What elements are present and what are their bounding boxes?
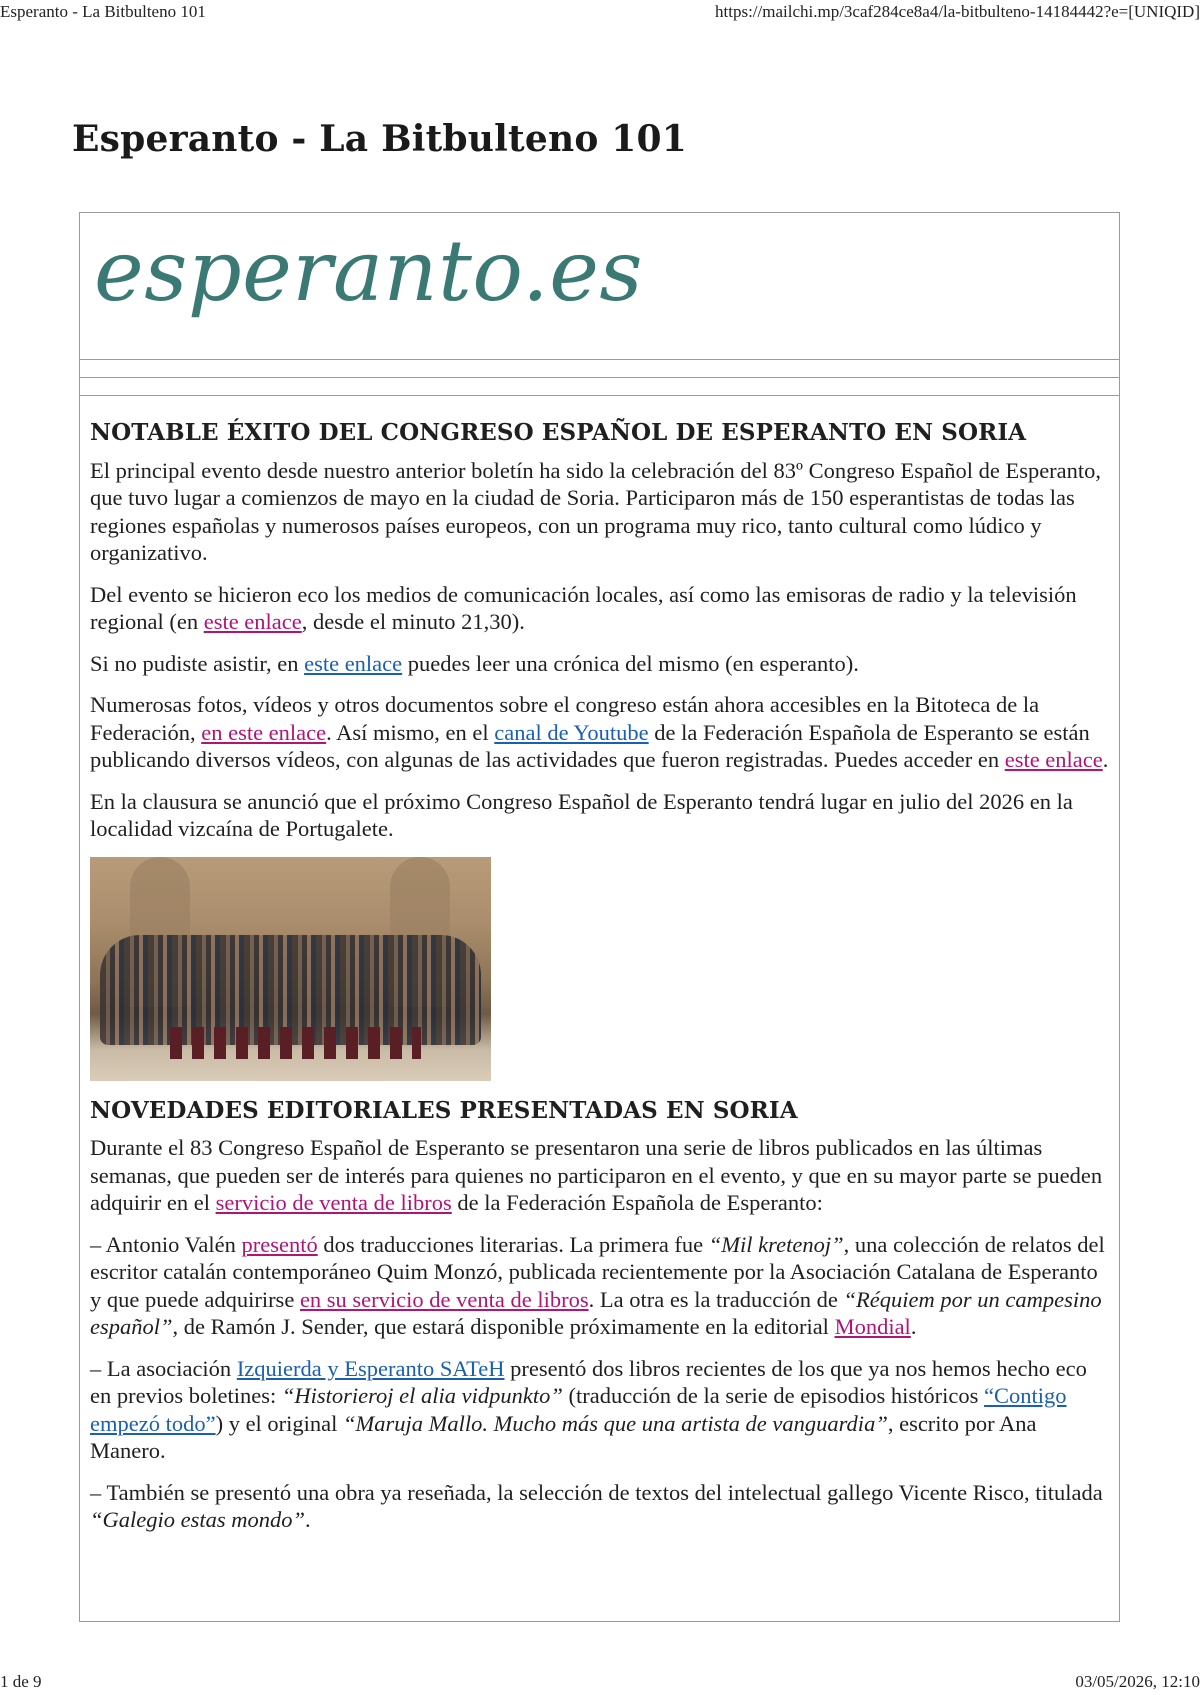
print-footer xyxy=(0,1672,1200,1694)
contigo-link[interactable]: “Contigo empezó todo” xyxy=(90,1383,1067,1436)
videos-link[interactable]: este enlace xyxy=(1004,747,1103,772)
newsletter-content xyxy=(90,403,1112,1548)
paragraph: – También se presentó una obra ya reseñada, la selección de textos del intelectual gallego Vicente Risco, titulada “Galegio estas mondo”. xyxy=(90,1479,1103,1532)
page-title: Esperanto - La Bitbulteno 101 xyxy=(72,118,688,160)
paragraph: – La asociación Izquierda y Esperanto SATeH presentó dos libros recientes de los que ya nos hemos hecho eco en previos boletines: “Historieroj el alia vidpunkto” (traducción de la serie de episodios históricos “Contigo empezó todo”) y el original “Maruja Mallo. Mucho más que una artista de vanguardia”, escrito por Ana Manero. xyxy=(90,1355,1087,1463)
tv-link[interactable]: este enlace xyxy=(203,609,302,634)
print-datetime: 03/05/2026, 12:10 xyxy=(1075,1672,1200,1691)
page-number: 1 de 9 xyxy=(0,1672,42,1691)
logo-area xyxy=(80,213,1119,360)
divider-row xyxy=(80,359,1119,378)
paragraph: Durante el 83 Congreso Español de Esperanto se presentaron una serie de libros publicados en las últimas semanas, que pueden ser de interés para quienes no participaron en el evento, y que en su mayor parte se pueden adquirir en el servicio de venta de libros de la Federación Española de Esperanto: xyxy=(90,1135,1103,1215)
paragraph: Si no pudiste asistir, en este enlace puedes leer una crónica del mismo (en esperanto). xyxy=(90,650,859,676)
chronicle-link[interactable]: este enlace xyxy=(304,650,403,676)
section-heading: NOTABLE ÉXITO DEL CONGRESO ESPAÑOL DE ESPERANTO EN SORIA xyxy=(90,419,1027,446)
paragraph: En la clausura se anunció que el próximo Congreso Español de Esperanto tendrá lugar en julio del 2026 en la localidad vizcaína de Portugalete. xyxy=(90,788,1073,841)
mondial-link[interactable]: Mondial xyxy=(834,1314,911,1339)
bitoteca-link[interactable]: en este enlace xyxy=(201,719,327,745)
paragraph: Numerosas fotos, vídeos y otros documentos sobre el congreso están ahora accesibles en la Bitoteca de la Federación, en este enlace. Así mismo, en el canal de Youtube de la Federación Española de Esperanto se están publicando diversos vídeos, con algunas de las actividades que fueron registradas. Puedes acceder en este enlace. xyxy=(90,692,1109,772)
congress-group-photo xyxy=(90,857,491,1081)
print-header xyxy=(0,2,1200,24)
divider-row xyxy=(80,377,1119,396)
catalan-sales-link[interactable]: en su servicio de venta de libros xyxy=(299,1286,589,1312)
book-sales-link[interactable]: servicio de venta de libros xyxy=(215,1190,452,1215)
newsletter-frame xyxy=(79,212,1120,1622)
print-header-url: https://mailchi.mp/3caf284ce8a4/la-bitbulteno-14184442?e=[UNIQID] xyxy=(715,2,1200,21)
youtube-channel-link[interactable]: canal de Youtube xyxy=(494,719,649,745)
esperanto-es-logo[interactable]: esperanto.es xyxy=(94,222,644,320)
paragraph: El principal evento desde nuestro anterior boletín ha sido la celebración del 83º Congreso Español de Esperanto, que tuvo lugar a comienzos de mayo en la ciudad de Soria. Participaron más de 150 esperantistas de todas las regiones españolas y numerosos países europeos, con un programa muy rico, tanto cultural como lúdico y organizativo. xyxy=(90,457,1102,565)
presento-link[interactable]: presentó xyxy=(241,1231,318,1257)
section-heading: NOVEDADES EDITORIALES PRESENTADAS EN SORIA xyxy=(90,1096,798,1124)
paragraph: Del evento se hicieron eco los medios de comunicación locales, así como las emisoras de radio y la televisión regional (en este enlace, desde el minuto 21,30). xyxy=(90,581,1077,634)
print-header-title: Esperanto - La Bitbulteno 101 xyxy=(0,2,206,21)
sateh-link[interactable]: Izquierda y Esperanto SATeH xyxy=(236,1355,505,1381)
paragraph: – Antonio Valén presentó dos traducciones literarias. La primera fue “Mil kretenoj”, una colección de relatos del escritor catalán contemporáneo Quim Monzó, publicada recientemente por la Asociación Catalana de Esperanto y que puede adquirirse en su servicio de venta de libros. La otra es la traducción de “Réquiem por un campesino español”, de Ramón J. Sender, que estará disponible próximamente en la editorial Mondial. xyxy=(90,1231,1105,1339)
